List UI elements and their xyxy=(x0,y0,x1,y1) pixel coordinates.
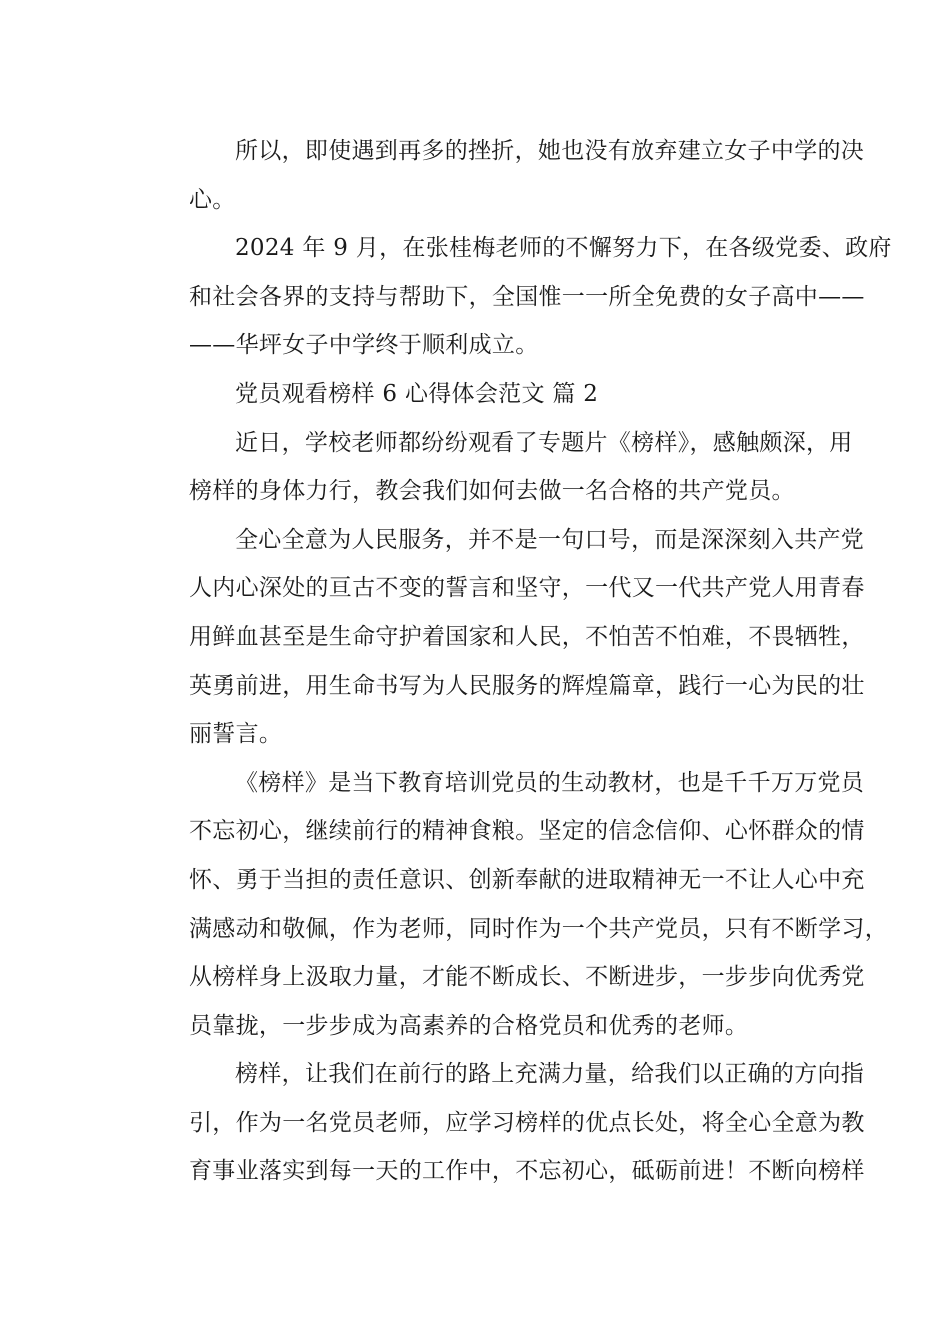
text-line: 人内心深处的亘古不变的誓言和坚守，一代又一代共产党人用青春 xyxy=(189,575,865,602)
paragraph-6 xyxy=(143,1050,865,1196)
paragraph-4 xyxy=(143,516,865,759)
text-line: 2024 年 9 月，在张桂梅老师的不懈努力下，在各级党委、政府 xyxy=(235,235,892,262)
text-line: 英勇前进，用生命书写为人民服务的辉煌篇章，践行一心为民的壮 xyxy=(189,672,865,699)
heading-text: 党员观看榜样 6 心得体会范文 篇 2 xyxy=(235,380,599,407)
text-line: 榜样的身体力行，教会我们如何去做一名合格的共产党员。 xyxy=(189,478,795,505)
section-heading xyxy=(143,370,823,419)
text-line: 榜样，让我们在前行的路上充满力量，给我们以正确的方向指 xyxy=(235,1061,865,1088)
text-line: 全心全意为人民服务，并不是一句口号，而是深深刻入共产党 xyxy=(235,526,865,553)
document-body xyxy=(143,127,892,1196)
paragraph-3 xyxy=(143,419,853,516)
text-line: 怀、勇于当担的责任意识、创新奉献的进取精神无一不让人心中充 xyxy=(189,866,865,893)
text-line: 近日，学校老师都纷纷观看了专题片《榜样》，感触颇深，用 xyxy=(235,429,853,456)
paragraph-5 xyxy=(143,759,888,1051)
text-line: 用鲜血甚至是生命守护着国家和人民，不怕苦不怕难，不畏牺牲， xyxy=(189,623,865,650)
text-line: ——华坪女子中学终于顺利成立。 xyxy=(189,332,539,359)
paragraph-1 xyxy=(143,127,865,224)
text-line: 和社会各界的支持与帮助下，全国惟一一所全免费的女子高中—— xyxy=(189,283,865,310)
text-line: 所以，即使遇到再多的挫折，她也没有放弃建立女子中学的决 xyxy=(235,138,865,164)
text-line: 不忘初心，继续前行的精神食粮。坚定的信念信仰、心怀群众的情 xyxy=(189,818,865,845)
text-line: 丽誓言。 xyxy=(189,721,283,748)
text-line: 员靠拢，一步步成为高素养的合格党员和优秀的老师。 xyxy=(189,1012,749,1039)
text-line: 育事业落实到每一天的工作中，不忘初心，砥砺前进！不断向榜样 xyxy=(189,1158,865,1185)
text-line: 《榜样》是当下教育培训党员的生动教材，也是千千万万党员 xyxy=(235,769,865,796)
text-line: 从榜样身上汲取力量，才能不断成长、不断进步，一步步向优秀党 xyxy=(189,964,865,991)
paragraph-2 xyxy=(143,224,892,370)
text-line: 满感动和敬佩，作为老师，同时作为一个共产党员，只有不断学习， xyxy=(189,915,888,942)
text-line: 引，作为一名党员老师，应学习榜样的优点长处，将全心全意为教 xyxy=(189,1109,865,1136)
text-line: 心。 xyxy=(189,186,236,213)
